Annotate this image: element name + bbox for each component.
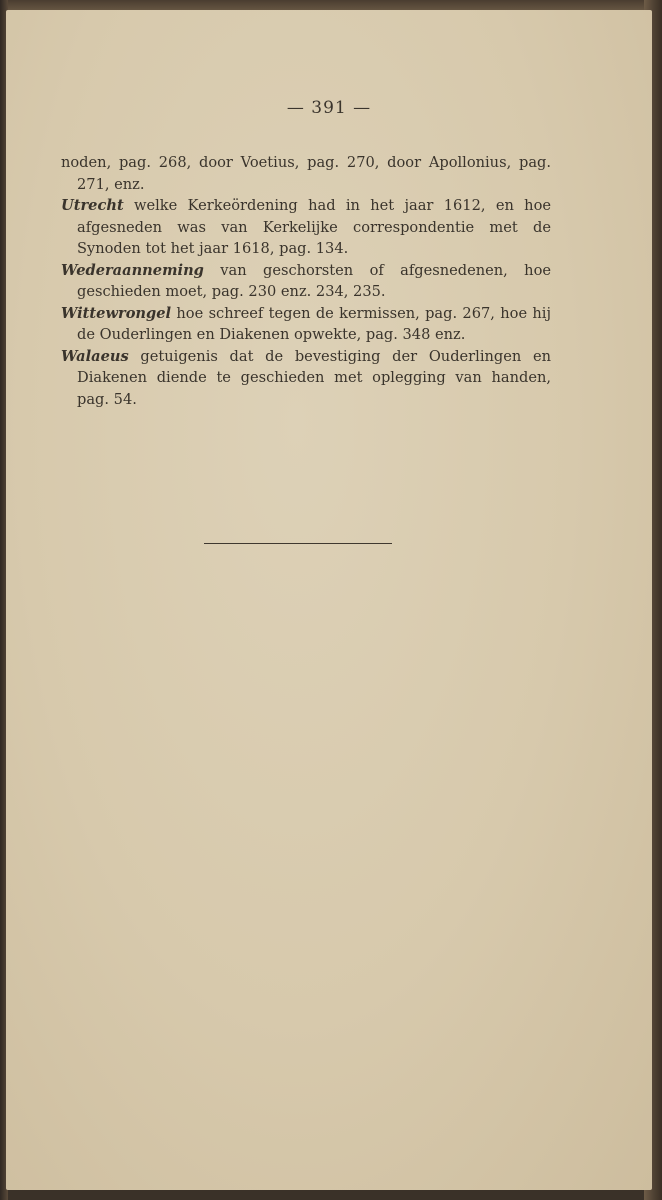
index-text: hoe schreef tegen de kermissen, pag. 267, hoe hij de Ouderlingen en Diakenen opwekte, pag. 348 enz. — [77, 304, 551, 343]
index-entry-walaeus — [61, 346, 551, 411]
index-entry-wederaanneming — [61, 260, 551, 303]
index-text: welke Kerkeördening had in het jaar 1612, en hoe afgesneden was van Kerkelijke correspondentie met de Synoden tot het jaar 1618, pag. 134. — [77, 197, 551, 257]
index-entry-continuation — [61, 152, 551, 195]
index-entries — [61, 152, 551, 410]
index-text: getuigenis dat de bevestiging der Ouderlingen en Diakenen diende te geschieden met oplegging van handen, pag. 54. — [77, 347, 551, 408]
index-term: Walaeus — [61, 347, 129, 365]
book-page — [6, 10, 652, 1190]
index-term: Wederaanneming — [61, 261, 204, 279]
index-text: van geschorsten of afgesnedenen, hoe geschieden moet, pag. 230 enz. 234, 235. — [77, 261, 551, 300]
end-rule — [204, 543, 392, 544]
index-term: Utrecht — [61, 197, 124, 214]
index-text: noden, pag. 268, door Voetius, pag. 270, door Apollonius, pag. 271, enz. — [61, 154, 551, 193]
index-entry-utrecht — [61, 195, 551, 260]
page-number: — 391 — — [286, 98, 372, 118]
index-term: Wittewrongel — [61, 304, 172, 322]
index-entry-wittewrongel — [61, 303, 551, 346]
